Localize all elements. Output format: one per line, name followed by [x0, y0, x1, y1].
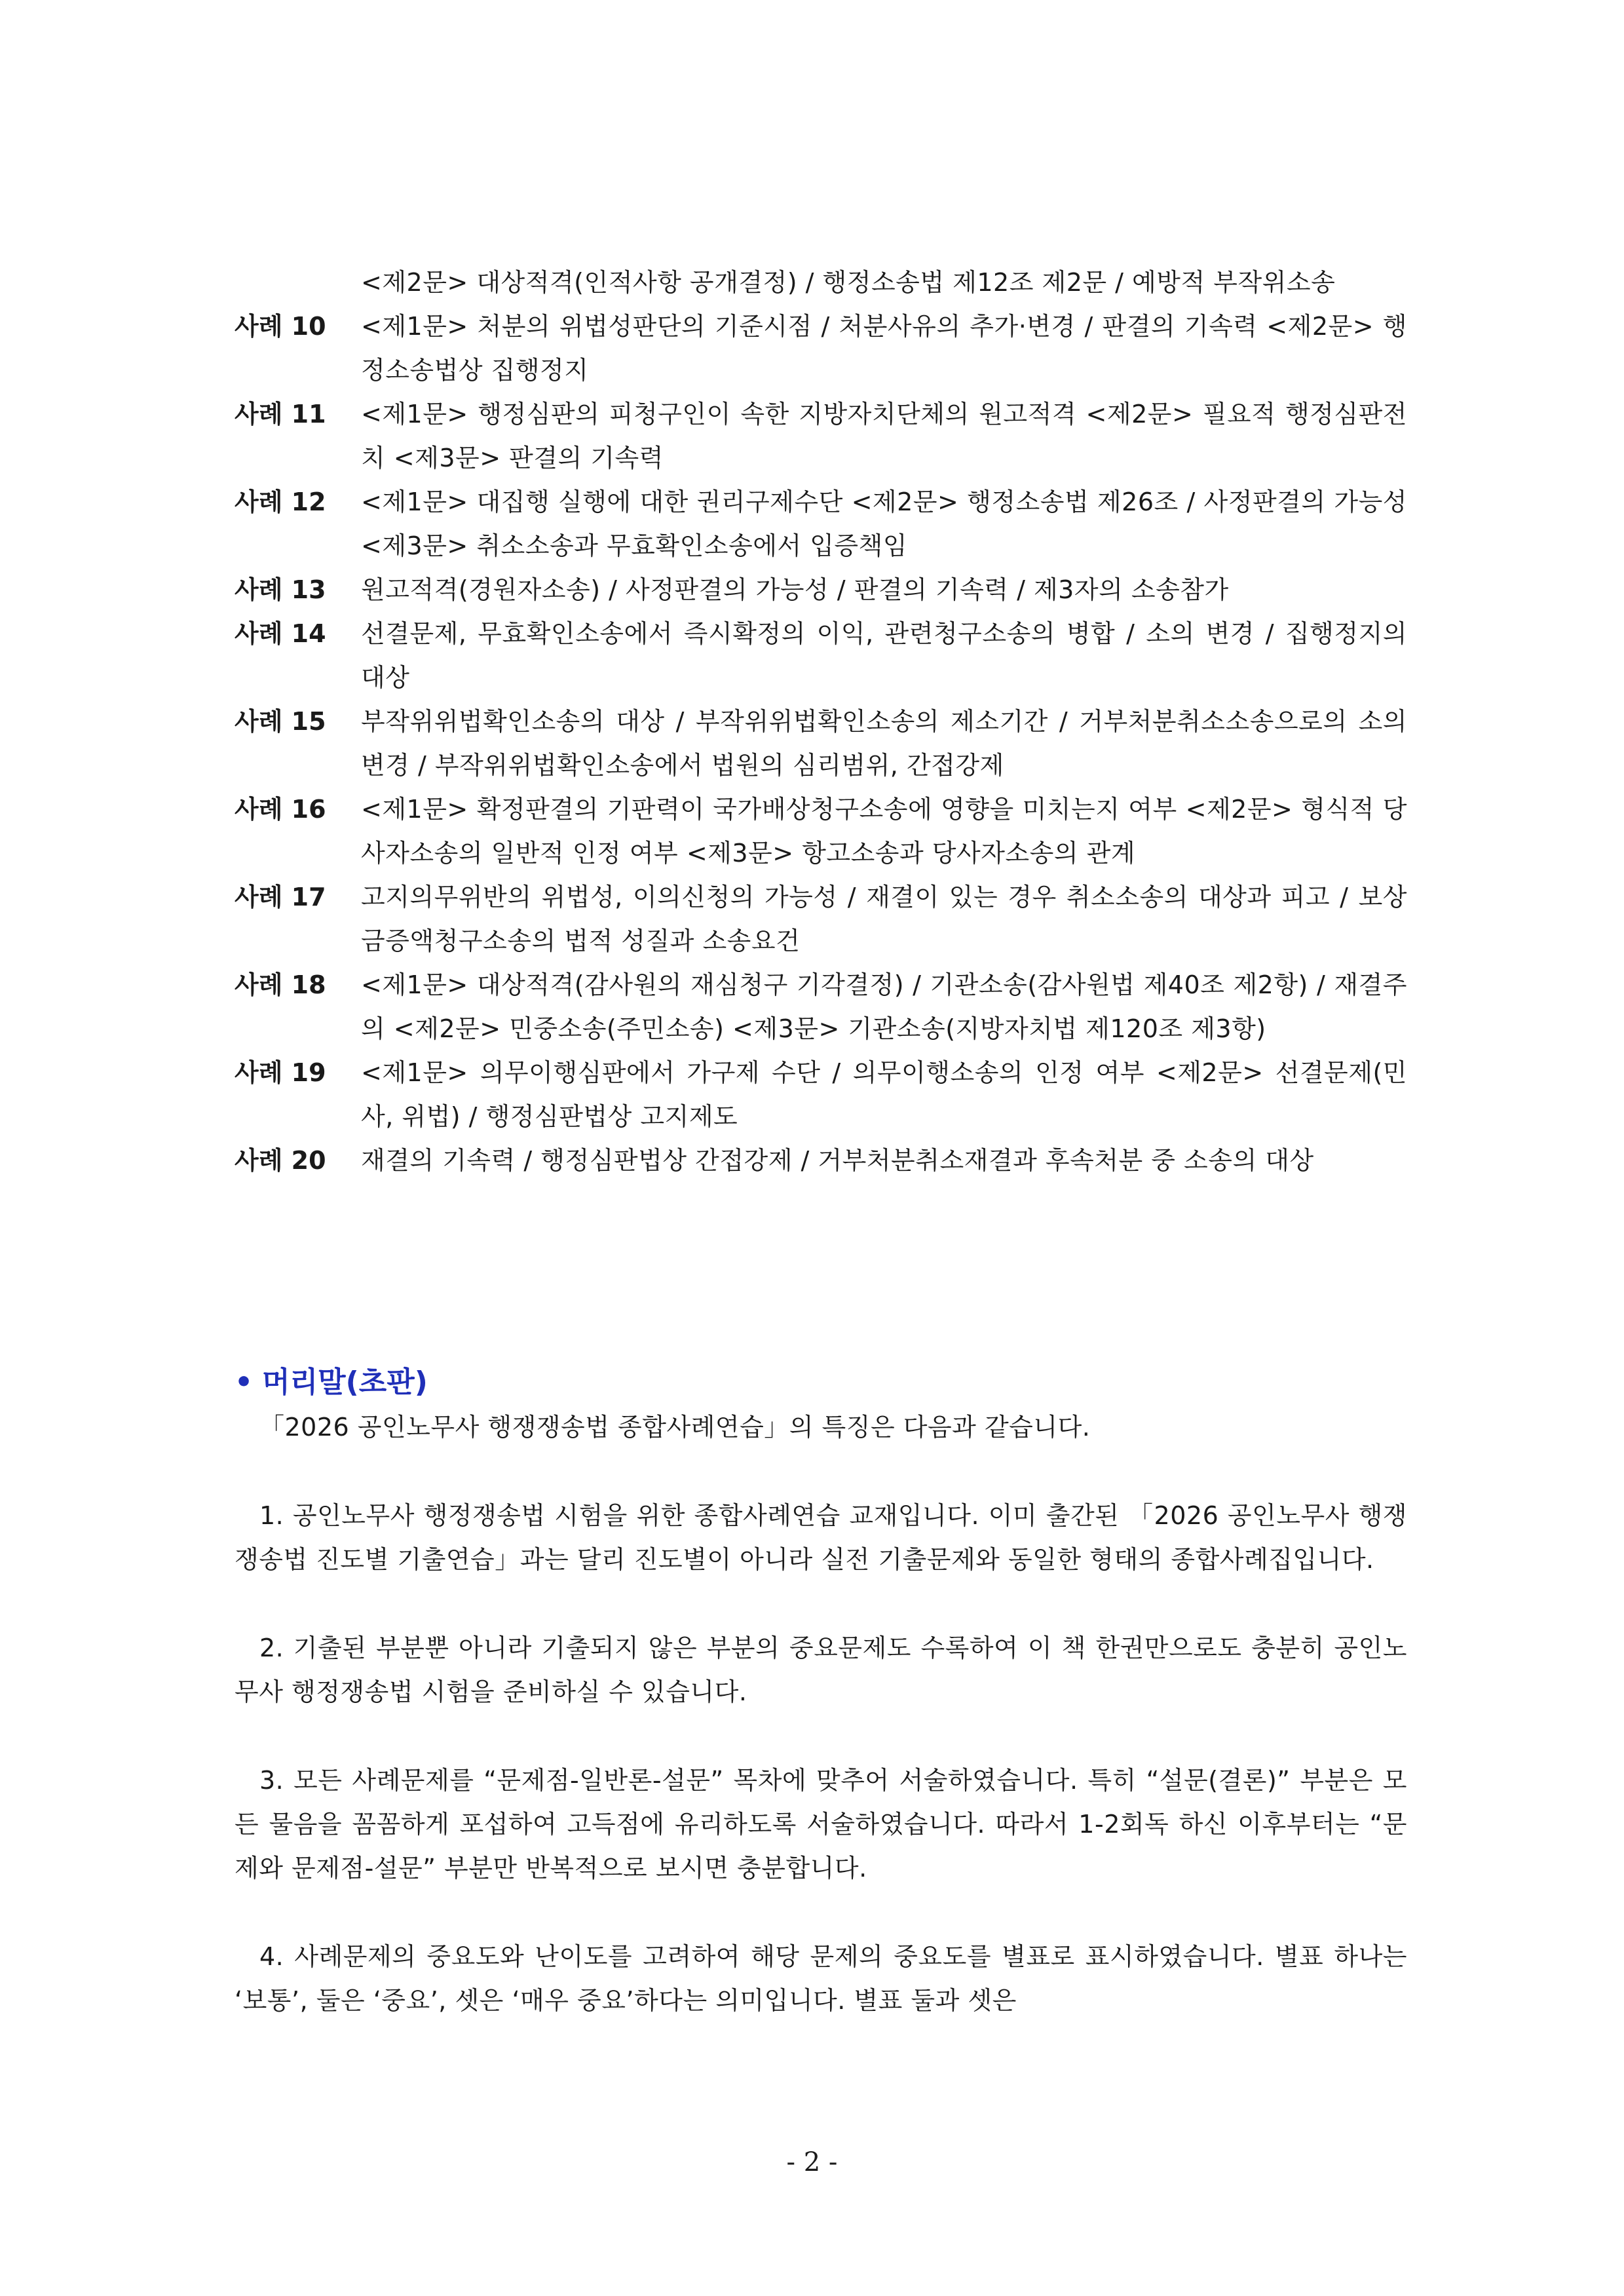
case-item [235, 1051, 1407, 1139]
case-text: 부작위위법확인소송의 대상 / 부작위위법확인소송의 제소기간 / 거부처분취소소송으로의 소의 변경 / 부작위위법확인소송에서 법원의 심리범위, 간접강제 [361, 707, 1407, 780]
case-label: 사례 17 [235, 883, 326, 911]
case-item [235, 612, 1407, 700]
case-text: <제2문> 대상적격(인적사항 공개결정) / 행정소송법 제12조 제2문 / 예방적 부작위소송 [361, 268, 1336, 297]
case-item [235, 480, 1407, 568]
preface-body [235, 1406, 1407, 2023]
case-label: 사례 11 [235, 400, 326, 429]
case-label: 사례 18 [235, 970, 326, 999]
case-text: <제1문> 행정심판의 피청구인이 속한 지방자치단체의 원고적격 <제2문> 필요적 행정심판전치 <제3문> 판결의 기속력 [361, 400, 1407, 472]
case-label: 사례 10 [235, 312, 326, 341]
case-text: <제1문> 대집행 실행에 대한 권리구제수단 <제2문> 행정소송법 제26조 / 사정판결의 가능성 <제3문> 취소소송과 무효확인소송에서 입증책임 [361, 488, 1407, 560]
case-text: <제1문> 대상적격(감사원의 재심청구 기각결정) / 기관소송(감사원법 제40조 제2항) / 재결주의 <제2문> 민중소송(주민소송) <제3문> 기관소송(지방자치법 제120조 제3항) [361, 970, 1407, 1043]
preface-item: 3. 모든 사례문제를 “문제점-일반론-설문” 목차에 맞추어 서술하였습니다. 특히 “설문(결론)” 부분은 모든 물음을 꼼꼼하게 포섭하여 고득점에 유리하도록 서술하였습니다. 따라서 1-2회독 하신 이후부터는 “문제와 문제점-설문” 부분만 반복적으로 보시면 충분합니다. [235, 1766, 1407, 1883]
case-text: 재결의 기속력 / 행정심판법상 간접강제 / 거부처분취소재결과 후속처분 중 소송의 대상 [361, 1146, 1314, 1175]
case-item [235, 875, 1407, 963]
case-item [235, 963, 1407, 1051]
case-label: 사례 15 [235, 707, 326, 736]
bullet-icon: • [235, 1366, 254, 1399]
case-text: <제1문> 의무이행심판에서 가구제 수단 / 의무이행소송의 인정 여부 <제2문> 선결문제(민사, 위법) / 행정심판법상 고지제도 [361, 1058, 1407, 1131]
case-item [235, 392, 1407, 480]
case-label: 사례 19 [235, 1058, 326, 1087]
preface-item: 2. 기출된 부분뿐 아니라 기출되지 않은 부분의 중요문제도 수록하여 이 책 한권만으로도 충분히 공인노무사 행정쟁송법 시험을 준비하실 수 있습니다. [235, 1634, 1407, 1706]
case-item [235, 305, 1407, 392]
case-label: 사례 16 [235, 795, 326, 824]
case-item [235, 261, 1407, 305]
preface-item: 4. 사례문제의 중요도와 난이도를 고려하여 해당 문제의 중요도를 별표로 표시하였습니다. 별표 하나는 ‘보통’, 둘은 ‘중요’, 셋은 ‘매우 중요’하다는 의미입니다. 별표 둘과 셋은 [235, 1942, 1407, 2015]
case-item [235, 700, 1407, 788]
preface-item: 1. 공인노무사 행정쟁송법 시험을 위한 종합사례연습 교재입니다. 이미 출간된 「2026 공인노무사 행쟁쟁송법 진도별 기출연습」과는 달리 진도별이 아니라 실전 기출문제와 동일한 형태의 종합사례집입니다. [235, 1501, 1407, 1574]
case-label: 사례 14 [235, 619, 326, 648]
case-label: 사례 20 [235, 1146, 326, 1175]
case-text: <제1문> 확정판결의 기판력이 국가배상청구소송에 영향을 미치는지 여부 <제2문> 형식적 당사자소송의 일반적 인정 여부 <제3문> 항고소송과 당사자소송의 관계 [361, 795, 1407, 868]
case-list [235, 261, 1407, 1183]
case-item [235, 568, 1407, 612]
preface-heading-text: 머리말(초판) [262, 1366, 428, 1399]
case-label: 사례 13 [235, 575, 326, 604]
case-text: 선결문제, 무효확인소송에서 즉시확정의 이익, 관련청구소송의 병합 / 소의 변경 / 집행정지의 대상 [361, 619, 1407, 692]
case-item [235, 1139, 1407, 1183]
preface-heading [235, 1360, 428, 1406]
preface-intro: 「2026 공인노무사 행쟁쟁송법 종합사례연습」의 특징은 다음과 같습니다. [259, 1413, 1091, 1442]
case-text: 고지의무위반의 위법성, 이의신청의 가능성 / 재결이 있는 경우 취소소송의 대상과 피고 / 보상금증액청구소송의 법적 성질과 소송요건 [361, 883, 1407, 955]
case-label: 사례 12 [235, 488, 326, 516]
page-number: - 2 - [786, 2147, 838, 2177]
case-text: <제1문> 처분의 위법성판단의 기준시점 / 처분사유의 추가·변경 / 판결의 기속력 <제2문> 행정소송법상 집행정지 [361, 312, 1407, 385]
case-item [235, 788, 1407, 875]
case-text: 원고적격(경원자소송) / 사정판결의 가능성 / 판결의 기속력 / 제3자의 소송참가 [361, 575, 1229, 604]
